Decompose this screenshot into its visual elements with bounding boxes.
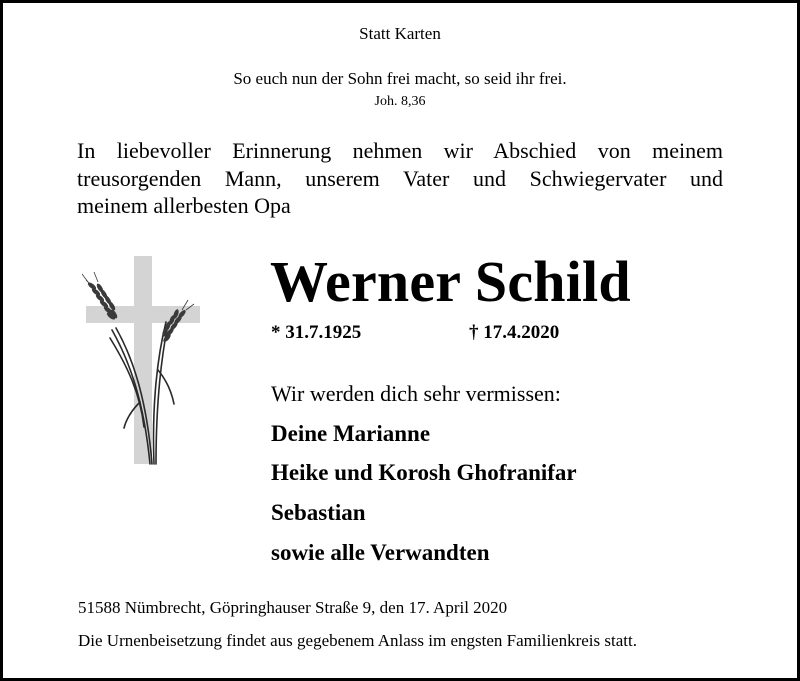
intro-text [77,137,723,220]
intro-line: treusorgenden Mann, unserem Vater und Schwiegervater und [77,165,723,191]
burial-note: Die Urnenbeisetzung findet aus gegebenem Anlass im engsten Familienkreis statt. [78,631,637,650]
mourner-name: Sebastian [271,500,366,525]
bible-verse: So euch nun der Sohn frei macht, so seid ihr frei. [233,69,567,88]
mourning-message: Wir werden dich sehr vermissen: [271,381,561,406]
intro-line: In liebevoller Erinnerung nehmen wir Abschied von meinem [77,138,723,163]
intro-line: meinem allerbesten Opa [77,193,291,218]
cross-with-wheat-icon [82,252,206,468]
bible-verse-reference: Joh. 8,36 [374,94,426,109]
mourner-name: sowie alle Verwandten [271,540,490,565]
address-line: 51588 Nümbrecht, Göpringhauser Straße 9, den 17. April 2020 [78,598,508,617]
birth-date: * 31.7.1925 [271,322,362,343]
notice-header: Statt Karten [359,24,441,43]
death-date: † 17.4.2020 [469,322,560,343]
deceased-name: Werner Schild [270,249,631,314]
mourner-name: Deine Marianne [271,421,431,446]
mourner-name: Heike und Korosh Ghofranifar [271,460,577,485]
